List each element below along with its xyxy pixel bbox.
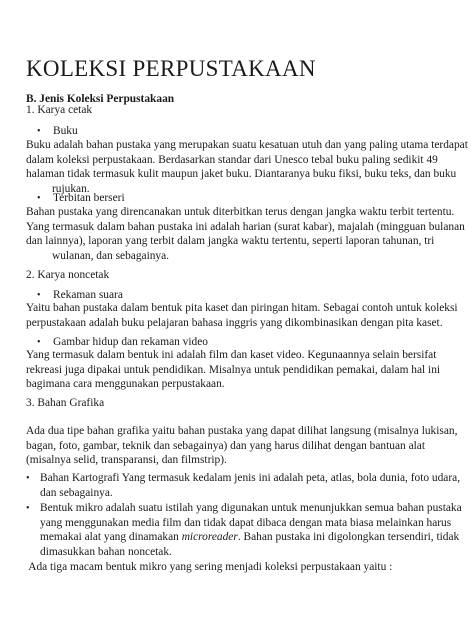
item-karya-noncetak: 2. Karya noncetak [26,269,110,281]
mikro-text-pre: memakai alat yang dinamakan [40,531,182,544]
paragraph-line: Yaitu bahan pustaka dalam bentuk pita kaset dan piringan hitam. Sebagai contoh untuk koleksi [26,302,458,314]
mikro-paragraph [40,501,462,559]
bullet-icon: • [37,337,41,348]
paragraph-line: Yang termasuk dalam bentuk ini adalah film dan kaset video. Kegunaannya selain bersifat [26,349,437,361]
paragraph-line: Bentuk mikro adalah suatu istilah yang digunakan untuk menunjukkan semua bahan pustaka [40,502,462,514]
bullet-icon: • [37,126,41,137]
paragraph-line: Yang termasuk dalam bahan pustaka ini adalah harian (surat kabar), majalah (mingguan bulanan [26,220,465,233]
paragraph-line: dan lainnya), laporan yang terbit dalam jangka waktu tertentu, seperti laporan tahunan, tri [26,235,435,248]
bullet-icon: • [26,473,30,484]
terbitan-paragraph [26,205,465,263]
bullet-icon: • [26,503,30,514]
mikro-text-post: . Bahan pustaka ini digolongkan tersendiri, tidak [237,531,460,544]
paragraph-line: halaman tidak termasuk kulit maupun jaket buku. Diantaranya buku fiksi, buku teks, dan buku [26,168,457,181]
microreader-term: microreader [181,531,238,544]
bullet-icon: • [37,290,41,301]
paragraph-line: rekreasi juga dipakai untuk pendidikan. Misalnya untuk pendidikan pemakai, dalam hal ini [26,363,441,376]
paragraph-line: rujukan. [52,182,90,195]
paragraph-line: dimasukkan bahan noncetak. [40,545,172,558]
paragraph-line [40,530,462,545]
paragraph-line: Buku adalah bahan pustaka yang merupakan suatu kesatuan utuh dan yang paling utama terdapat [26,139,468,151]
paragraph-line: wulanan, dan sebagainya. [52,249,170,262]
kartografi-paragraph [40,471,460,500]
item-bahan-grafika: 3. Bahan Grafika [26,397,105,409]
paragraph-line: Bahan pustaka yang direncanakan untuk diterbitkan terus dengan jangka waktu terbit tertentu. [26,206,455,218]
paragraph-line: perpustakaan adalah buku pelajaran bahasa inggris yang dikombinasikan dengan pita kaset. [26,316,443,329]
paragraph-line: bagan, foto, gambar, teknik dan sebagainya) dan yang harus dilihat dengan bantuan alat [26,439,426,452]
buku-heading: Buku [53,125,78,137]
grafika-paragraph [26,424,457,468]
rekaman-paragraph [26,301,458,330]
paragraph-line: dalam koleksi perpustakaan. Berdasarkan standar dari Unesco tebal buku paling sedikit 49 [26,153,438,166]
document-title: KOLEKSI PERPUSTAKAAN [26,56,316,81]
paragraph-line: yang menggunakan media film dan tidak dapat dibaca dengan mata biasa melainkan harus [40,516,452,529]
section-heading: B. Jenis Koleksi Perpustakaan [26,93,175,105]
paragraph-line: dan sebagainya. [40,486,113,499]
paragraph-line: Ada dua tipe bahan grafika yaitu bahan pustaka yang dapat dilihat langsung (misalnya lukisan, [26,425,458,437]
closing-line: Ada tiga macam bentuk mikro yang sering menjadi koleksi perpustakaan yaitu : [26,561,393,573]
item-karya-cetak: 1. Karya cetak [26,104,93,116]
paragraph-line: Bahan Kartografi Yang termasuk kedalam jenis ini adalah peta, atlas, bola dunia, foto udara, [40,472,461,484]
buku-paragraph [26,138,468,196]
terbitan-heading: Terbitan berseri [53,192,125,204]
bullet-icon: • [37,193,41,204]
paragraph-line: bagimana cara menggunakan perpustakaan. [26,378,225,391]
rekaman-heading: Rekaman suara [53,289,123,301]
paragraph-line: (misalnya selid, transparansi, dan filmstrip). [26,454,227,467]
gambar-paragraph [26,348,440,392]
gambar-heading: Gambar hidup dan rekaman video [53,336,208,348]
